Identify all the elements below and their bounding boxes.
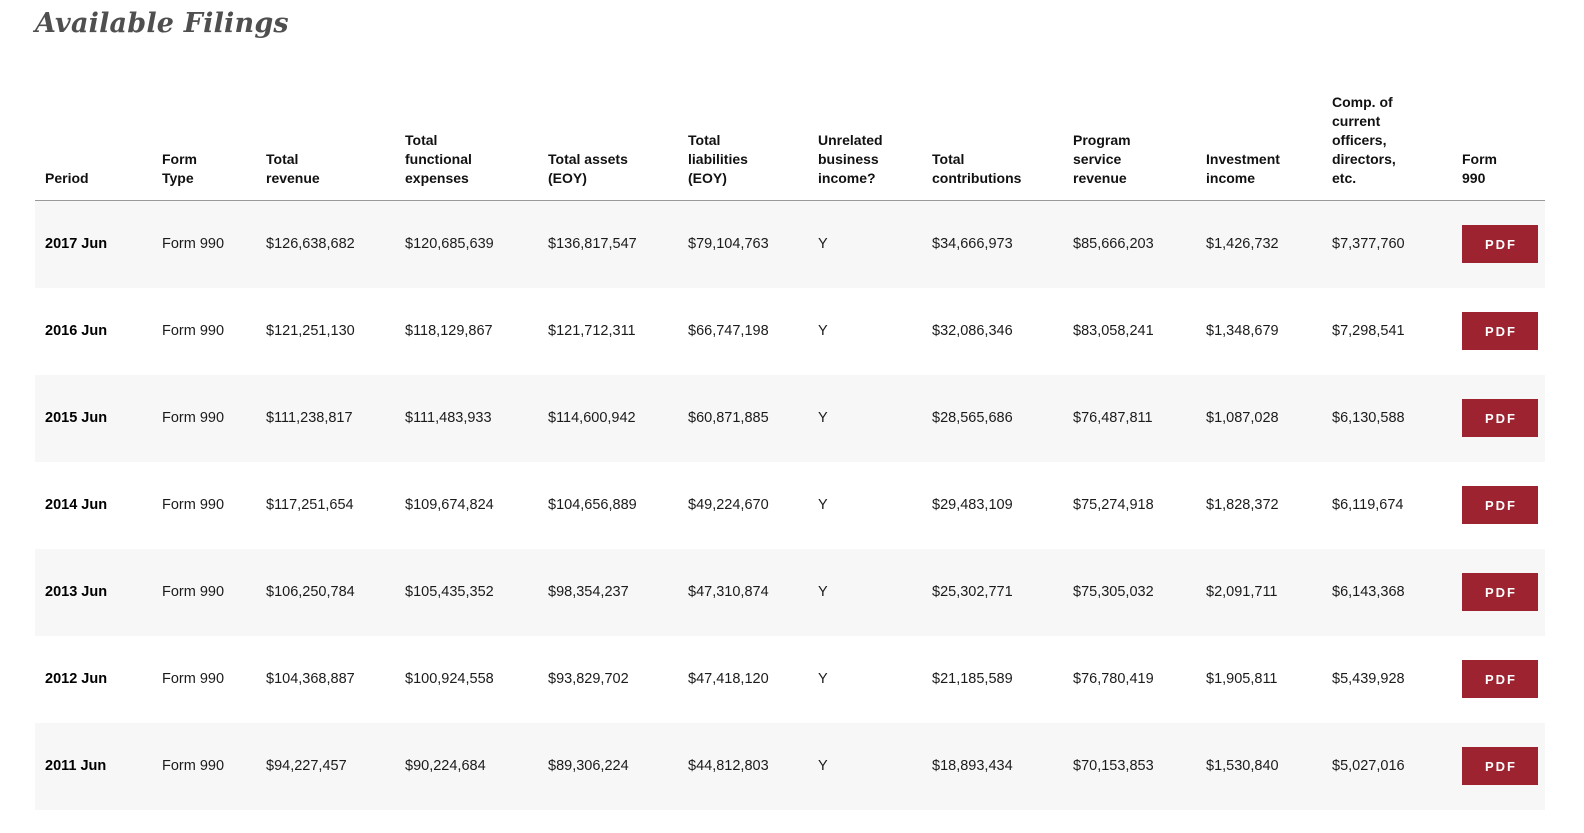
cell-comp-of-officers: $6,119,674 — [1332, 497, 1404, 513]
cell-total-functional-expenses: $105,435,352 — [405, 584, 494, 600]
column-label: Total assets (EOY) — [548, 151, 628, 186]
cell-total-functional-expenses: $109,674,824 — [405, 497, 494, 513]
cell-program-service-revenue: $75,305,032 — [1073, 584, 1154, 600]
col-header-total-assets — [538, 71, 678, 201]
cell-total-revenue: $106,250,784 — [266, 584, 355, 600]
cell-total-revenue: $117,251,654 — [266, 497, 354, 513]
cell-total-revenue: $94,227,457 — [266, 758, 347, 774]
cell-form-990 — [1452, 462, 1545, 549]
col-header-form-type — [152, 71, 256, 201]
cell-program-service-revenue: $85,666,203 — [1073, 236, 1154, 253]
cell-unrelated-business-income: Y — [818, 584, 828, 600]
pdf-download-button[interactable]: PDF — [1462, 747, 1538, 785]
cell-total-functional-expenses: $100,924,558 — [405, 671, 494, 687]
cell-total-assets: $104,656,889 — [548, 497, 637, 513]
page-title: Available Filings — [35, 8, 289, 39]
cell-total-functional-expenses: $120,685,639 — [405, 236, 494, 253]
col-header-investment-income — [1196, 71, 1322, 201]
table-body — [35, 201, 1545, 810]
cell-form-990 — [1452, 375, 1545, 462]
column-label: Form Type — [162, 151, 197, 186]
cell-total-contributions: $25,302,771 — [932, 584, 1013, 600]
cell-total-functional-expenses: $90,224,684 — [405, 758, 486, 774]
cell-program-service-revenue: $76,780,419 — [1073, 671, 1154, 687]
cell-total-contributions: $21,185,589 — [932, 671, 1013, 687]
cell-total-assets: $121,712,311 — [548, 323, 636, 339]
cell-total-liabilities: $47,310,874 — [688, 584, 769, 600]
cell-investment-income: $1,348,679 — [1206, 323, 1279, 339]
col-header-total-functional-expenses — [395, 71, 538, 201]
cell-unrelated-business-income: Y — [818, 236, 828, 253]
cell-total-functional-expenses: $118,129,867 — [405, 323, 493, 339]
cell-form-type: Form 990 — [162, 410, 225, 426]
cell-comp-of-officers: $7,298,541 — [1332, 323, 1405, 339]
cell-total-liabilities: $44,812,803 — [688, 758, 769, 774]
cell-period: 2016 Jun — [45, 323, 108, 339]
cell-period: 2012 Jun — [45, 671, 108, 687]
cell-investment-income: $1,828,372 — [1206, 497, 1279, 513]
cell-total-assets: $93,829,702 — [548, 671, 629, 687]
cell-total-contributions: $32,086,346 — [932, 323, 1013, 339]
cell-total-liabilities: $49,224,670 — [688, 497, 769, 513]
cell-program-service-revenue: $75,274,918 — [1073, 497, 1154, 513]
table-row — [35, 288, 1545, 375]
cell-form-990 — [1452, 288, 1545, 375]
cell-form-type: Form 990 — [162, 236, 225, 253]
cell-comp-of-officers: $5,027,016 — [1332, 758, 1405, 774]
column-label: Total contributions — [932, 151, 1022, 186]
pdf-download-button[interactable]: PDF — [1462, 225, 1538, 263]
cell-total-revenue: $121,251,130 — [266, 323, 355, 339]
cell-form-type: Form 990 — [162, 497, 225, 513]
cell-total-contributions: $29,483,109 — [932, 497, 1013, 513]
cell-total-contributions: $28,565,686 — [932, 410, 1013, 426]
col-header-total-contributions — [922, 71, 1063, 201]
cell-comp-of-officers: $5,439,928 — [1332, 671, 1405, 687]
cell-form-type: Form 990 — [162, 323, 225, 339]
cell-total-revenue: $104,368,887 — [266, 671, 355, 687]
column-label: Total functional expenses — [405, 132, 472, 186]
cell-total-liabilities: $60,871,885 — [688, 410, 769, 426]
cell-period: 2013 Jun — [45, 584, 108, 600]
cell-program-service-revenue: $83,058,241 — [1073, 323, 1154, 339]
table-row — [35, 201, 1545, 288]
col-header-comp-of-officers — [1322, 71, 1452, 201]
pdf-download-button[interactable]: PDF — [1462, 660, 1538, 698]
cell-total-assets: $136,817,547 — [548, 236, 637, 253]
cell-investment-income: $2,091,711 — [1206, 584, 1278, 600]
cell-total-assets: $114,600,942 — [548, 410, 636, 426]
cell-investment-income: $1,426,732 — [1206, 236, 1279, 253]
pdf-download-button[interactable]: PDF — [1462, 573, 1538, 611]
cell-total-functional-expenses: $111,483,933 — [405, 410, 492, 426]
cell-total-assets: $89,306,224 — [548, 758, 629, 774]
column-label: Unrelated business income? — [818, 132, 883, 186]
cell-unrelated-business-income: Y — [818, 758, 828, 774]
column-label: Total revenue — [266, 151, 320, 186]
cell-total-contributions: $34,666,973 — [932, 236, 1013, 253]
cell-form-990 — [1452, 201, 1545, 288]
cell-unrelated-business-income: Y — [818, 410, 828, 426]
cell-period: 2014 Jun — [45, 497, 108, 513]
cell-total-contributions: $18,893,434 — [932, 758, 1013, 774]
col-header-total-liabilities — [678, 71, 808, 201]
pdf-download-button[interactable]: PDF — [1462, 486, 1538, 524]
col-header-program-service-revenue — [1063, 71, 1196, 201]
col-header-unrelated-business-income — [808, 71, 922, 201]
pdf-download-button[interactable]: PDF — [1462, 399, 1538, 437]
column-label: Comp. of current officers, directors, etc. — [1332, 94, 1396, 186]
cell-form-990 — [1452, 549, 1545, 636]
col-header-period — [35, 71, 152, 201]
cell-comp-of-officers: $7,377,760 — [1332, 236, 1405, 253]
cell-comp-of-officers: $6,143,368 — [1332, 584, 1405, 600]
pdf-download-button[interactable]: PDF — [1462, 312, 1538, 350]
column-label: Total liabilities (EOY) — [688, 132, 748, 186]
filings-table — [35, 71, 1545, 810]
cell-form-type: Form 990 — [162, 758, 225, 774]
table-row — [35, 549, 1545, 636]
cell-comp-of-officers: $6,130,588 — [1332, 410, 1405, 426]
cell-investment-income: $1,905,811 — [1206, 671, 1278, 687]
cell-program-service-revenue: $76,487,811 — [1073, 410, 1153, 426]
table-row — [35, 723, 1545, 810]
cell-form-type: Form 990 — [162, 584, 225, 600]
col-header-form-990 — [1452, 71, 1545, 201]
cell-unrelated-business-income: Y — [818, 671, 828, 687]
column-label: Program service revenue — [1073, 132, 1131, 186]
cell-form-990 — [1452, 636, 1545, 723]
cell-investment-income: $1,087,028 — [1206, 410, 1279, 426]
cell-period: 2011 Jun — [45, 758, 107, 774]
cell-period: 2017 Jun — [45, 236, 108, 253]
cell-total-assets: $98,354,237 — [548, 584, 629, 600]
table-row — [35, 375, 1545, 462]
col-header-total-revenue — [256, 71, 395, 201]
column-label: Form 990 — [1462, 151, 1497, 186]
table-row — [35, 462, 1545, 549]
table-header-row — [35, 71, 1545, 201]
cell-total-liabilities: $66,747,198 — [688, 323, 769, 339]
column-label: Period — [45, 170, 89, 186]
cell-period: 2015 Jun — [45, 410, 108, 426]
cell-form-type: Form 990 — [162, 671, 225, 687]
cell-total-liabilities: $79,104,763 — [688, 236, 769, 253]
cell-investment-income: $1,530,840 — [1206, 758, 1279, 774]
column-label: Investment income — [1206, 151, 1280, 186]
cell-unrelated-business-income: Y — [818, 497, 828, 513]
table-row — [35, 636, 1545, 723]
cell-unrelated-business-income: Y — [818, 323, 828, 339]
cell-total-revenue: $111,238,817 — [266, 410, 353, 426]
cell-program-service-revenue: $70,153,853 — [1073, 758, 1154, 774]
cell-form-990 — [1452, 723, 1545, 810]
cell-total-liabilities: $47,418,120 — [688, 671, 769, 687]
cell-total-revenue: $126,638,682 — [266, 236, 355, 253]
